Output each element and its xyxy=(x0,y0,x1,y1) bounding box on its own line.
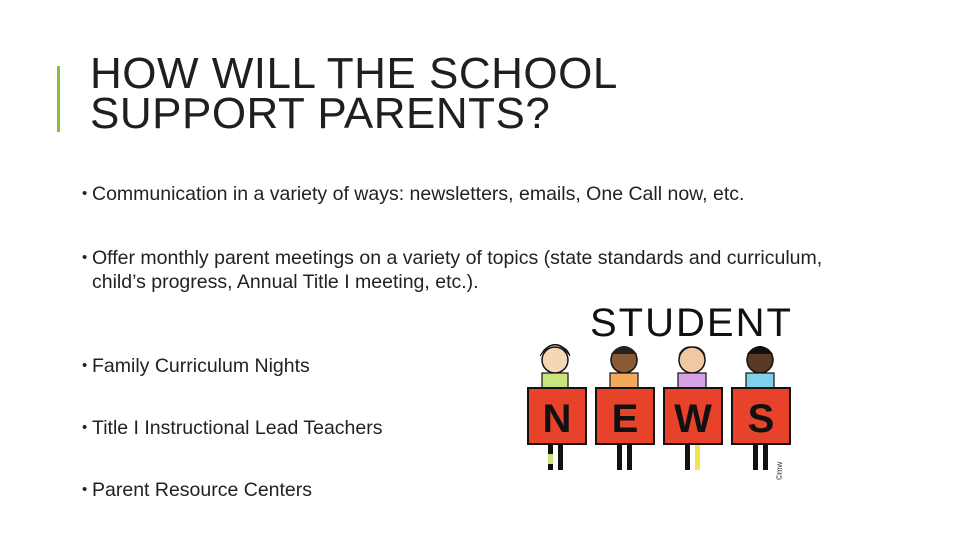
bullet-text: Offer monthly parent meetings on a variety of topics (state standards and curriculum, child’s progress, Annual Title I meeting, etc.). xyxy=(92,247,823,293)
bullet-text: Parent Resource Centers xyxy=(92,479,313,501)
bullet-item xyxy=(82,182,846,206)
student-news-clipart xyxy=(520,290,800,490)
bullet-dot: • xyxy=(82,481,88,498)
news-letter-s: S xyxy=(747,397,775,441)
news-letter-w: W xyxy=(674,397,712,441)
bullet-text: Family Curriculum Nights xyxy=(92,355,310,377)
bullet-dot: • xyxy=(82,419,88,436)
title-accent-bar xyxy=(57,66,60,132)
bullet-dot: • xyxy=(82,357,88,374)
bullet-dot: • xyxy=(82,185,88,202)
bullet-dot: • xyxy=(82,249,88,266)
slide-title xyxy=(90,49,930,138)
news-letter-n: N xyxy=(542,397,572,441)
clipart-signature: ©mw xyxy=(775,461,784,480)
clipart-heading: STUDENT xyxy=(590,301,793,345)
title-line-1: HOW WILL THE SCHOOL xyxy=(90,49,618,98)
bullet-item xyxy=(82,246,846,294)
title-line-2: SUPPORT PARENTS? xyxy=(90,89,551,138)
bullet-text: Title I Instructional Lead Teachers xyxy=(92,417,383,439)
news-letter-e: E xyxy=(611,397,639,441)
bullet-text: Communication in a variety of ways: newsletters, emails, One Call now, etc. xyxy=(92,183,745,205)
